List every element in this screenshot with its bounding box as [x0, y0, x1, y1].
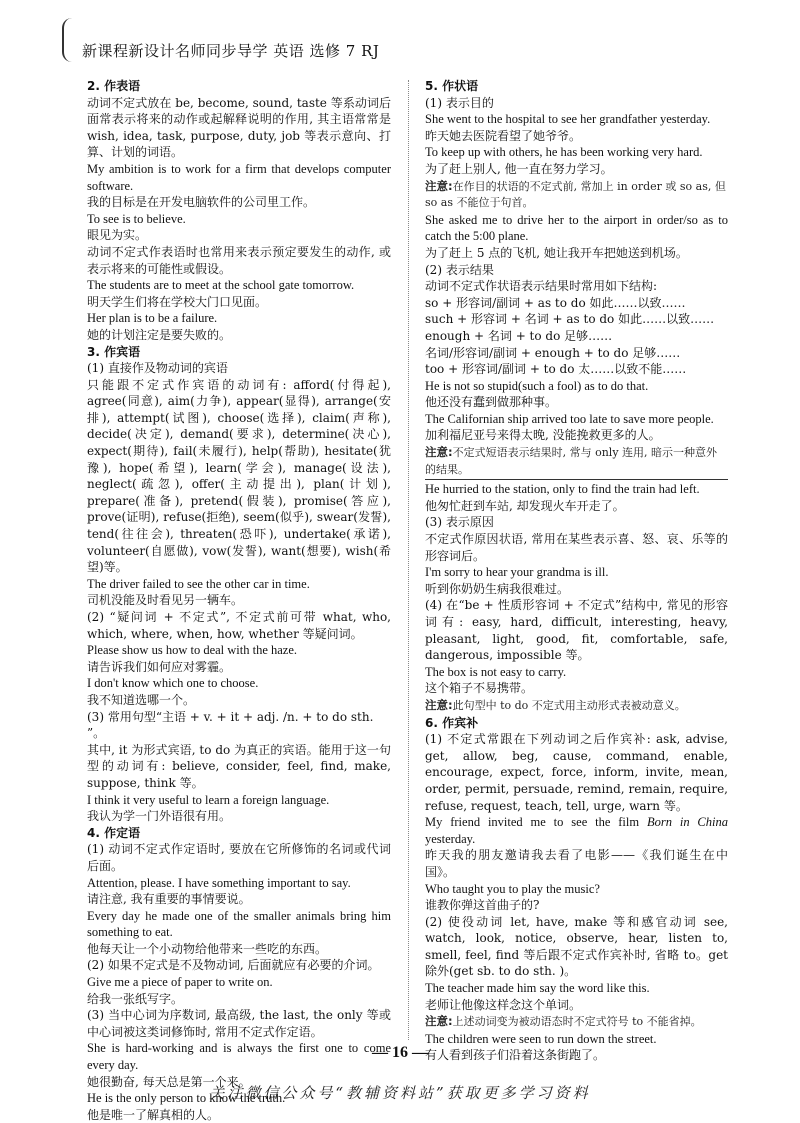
- note-text: 此句型中 to do 不定式用主动形式表被动意义。: [452, 698, 686, 712]
- example-en: Who taught you to play the music?: [425, 881, 600, 896]
- example-en: He hurried to the station, only to find the train had left.: [425, 482, 700, 497]
- section-heading-object: 3. 作宾语: [87, 344, 141, 359]
- note: [425, 697, 728, 715]
- example-en: I don't know which one to choose.: [87, 676, 259, 691]
- example-en: The students are to meet at the school gate tomorrow.: [87, 278, 355, 293]
- note-label: 注意:: [425, 445, 453, 460]
- example-en: She asked me to drive her to the airport in order/so as to catch the 5:00 plane.: [425, 212, 728, 244]
- example-en-part: yesterday.: [425, 831, 476, 846]
- column-divider: [408, 80, 409, 1040]
- example-zh: 加利福尼亚号来得太晚, 没能挽救更多的人。: [425, 428, 661, 443]
- subheading: (4) 在“be + 性质形容词 + 不定式”结构中, 常见的形容词有: easy, hard, difficult, interesting, heavy, pleasant, light, good, fit, comfortable, safe, dangerous, impossible 等。: [425, 598, 728, 663]
- subheading: (1) 直接作及物动词的宾语: [87, 361, 228, 376]
- example-en: The children were seen to run down the street.: [425, 1031, 657, 1046]
- page-number: — 16 —: [372, 1044, 428, 1061]
- left-column: [87, 78, 391, 1123]
- right-column: [425, 78, 728, 1064]
- example-en: Give me a piece of paper to write on.: [87, 975, 273, 990]
- example-en: I'm sorry to hear your grandma is ill.: [425, 565, 609, 580]
- subheading: (1) 不定式常跟在下列动词之后作宾补: ask, advise, get, allow, beg, cause, command, enable, encourage, expect, force, inform, invite, mean, order, permit, persuade, remind, remain, require, refuse, request, teach, tell, urge, warn 等。: [425, 732, 728, 813]
- subheading: (1) 表示目的: [425, 95, 494, 110]
- example-zh: 为了赶上别人, 他一直在努力学习。: [425, 161, 613, 176]
- section-heading-adverbial: 5. 作状语: [425, 79, 479, 93]
- example-zh: 司机没能及时看见另一辆车。: [87, 593, 244, 608]
- example-zh: 有人看到孩子们沿着这条街跑了。: [425, 1048, 606, 1063]
- example-zh: 他每天让一个小动物给他带来一些吃的东西。: [87, 941, 328, 956]
- example-en: She went to the hospital to see her grandfather yesterday.: [425, 112, 711, 127]
- example-zh: 这个箱子不易携带。: [425, 681, 534, 696]
- header-brace: [62, 18, 76, 62]
- example-zh: 他还没有蠢到做那种事。: [425, 395, 558, 410]
- header-title: 新课程新设计名师同步导学 英语 选修 7 RJ: [82, 42, 380, 60]
- subheading: (3) 表示原因: [425, 515, 494, 530]
- example-en: The Californian ship arrived too late to save more people.: [425, 411, 714, 426]
- example-zh: 听到你奶奶生病我很难过。: [425, 581, 570, 596]
- example-en: To see is to believe.: [87, 211, 186, 226]
- paragraph: 只能跟不定式作宾语的动词有: afford(付得起), agree(同意), aim(力争), appear(显得), arrange(安排), attempt(试图), choose(选择), claim(声称), decide(决定), demand(要求), determine(决心), expect(期待), fail(未履行), help(帮助), hesitate(犹豫), hope(希望), learn(学会), manage(设法), neglect(疏忽), offer(主动提出), plan(计划), prepare(准备), pretend(假装), promise(答应), prove(证明), refuse(拒绝), seem(似乎), swear(发誓), tend(往往会), threaten(恐吓), undertake(承诺), volunteer(自愿做), vow(发誓), want(想要), wish(希望)等。: [87, 377, 391, 575]
- example-zh: 请注意, 我有重要的事情要说。: [87, 892, 251, 907]
- example-en: To keep up with others, he has been working very hard.: [425, 145, 703, 160]
- subheading: (2) “疑问词 + 不定式”, 不定式前可带 what, who, which, where, when, how, whether 等疑问词。: [87, 610, 391, 641]
- example-zh: 他是唯一了解真相的人。: [87, 1107, 220, 1122]
- paragraph: 动词不定式作表语时也常用来表示预定要发生的动作, 或表示将来的可能性或假设。: [87, 244, 391, 276]
- structure-line: such + 形容词 + 名词 + as to do 如此……以致……: [425, 312, 715, 327]
- structure-line: enough + 名词 + to do 足够……: [425, 328, 613, 343]
- note-label: 注意:: [425, 1014, 453, 1029]
- example-en: Please show us how to deal with the haze.: [87, 643, 298, 658]
- subheading: (3) 常用句型“主语 + v. + it + adj. /n. + to do sth. ”。: [87, 709, 374, 741]
- note-label: 注意:: [425, 178, 453, 193]
- example-zh: 我的目标是在开发电脑软件的公司里工作。: [87, 195, 316, 210]
- example-en: Attention, please. I have something important to say.: [87, 875, 351, 890]
- structure-line: so + 形容词/副词 + as to do 如此……以致……: [425, 295, 686, 310]
- note: [425, 444, 728, 478]
- example-en: She is hard-working and is always the first one to come every day.: [87, 1041, 391, 1073]
- subheading: (3) 当中心词为序数词, 最高级, the last, the only 等或中心词被这类词修饰时, 常用不定式作定语。: [87, 1008, 391, 1039]
- subheading: (2) 表示结果: [425, 262, 494, 277]
- example-zh: 谁教你弹这首曲子的?: [425, 898, 540, 913]
- paragraph: 其中, it 为形式宾语, to do 为真正的宾语。能用于这一句型的动词有: believe, consider, feel, find, make, suppose, think 等。: [87, 742, 391, 790]
- example-en: The driver failed to see the other car in time.: [87, 576, 310, 591]
- example-en-part: My friend invited me to see the film: [425, 815, 647, 830]
- subheading: (2) 如果不定式是不及物动词, 后面就应有必要的介词。: [87, 958, 380, 973]
- note-text: 在作目的状语的不定式前, 常加上 in order 或 so as, 但 so as 不能位于句首。: [425, 179, 726, 210]
- example-zh: 老师让他像这样念这个单词。: [425, 997, 582, 1012]
- example-zh: 昨天她去医院看望了她爷爷。: [425, 128, 582, 143]
- example-en: The teacher made him say the word like this.: [425, 981, 650, 996]
- page-header: [62, 18, 752, 64]
- example-zh: 为了赶上 5 点的飞机, 她让我开车把她送到机场。: [425, 245, 688, 260]
- example-zh: 我认为学一门外语很有用。: [87, 809, 232, 824]
- paragraph: 动词不定式作状语表示结果时常用如下结构:: [425, 279, 658, 294]
- example-en: My ambition is to work for a firm that develops computer software.: [87, 161, 391, 193]
- example-zh: 明天学生们将在学校大门口见面。: [87, 294, 268, 309]
- paragraph: 动词不定式放在 be, become, sound, taste 等系动词后面常表示将来的动作或起解释说明的作用, 其主语常常是 wish, idea, task, purpose, duty, job 等表示意向、打算、计划的词语。: [87, 95, 391, 160]
- example-zh: 他匆忙赶到车站, 却发现火车开走了。: [425, 498, 625, 513]
- example-zh: 给我一张纸写字。: [87, 991, 184, 1006]
- example-zh: 昨天我的朋友邀请我去看了电影——《我们诞生在中国》。: [425, 848, 728, 879]
- example-en: Her plan is to be a failure.: [87, 311, 218, 326]
- structure-line: too + 形容词/副词 + to do 太……以致不能……: [425, 362, 687, 377]
- example-en: I think it very useful to learn a foreign language.: [87, 792, 330, 807]
- example-en: Every day he made one of the smaller animals bring him something to eat.: [87, 908, 391, 940]
- separator-line: [425, 479, 728, 480]
- example-zh: 眼见为实。: [87, 228, 148, 243]
- section-heading-predicative: 2. 作表语: [87, 79, 141, 93]
- example-en: The box is not easy to carry.: [425, 664, 567, 679]
- film-title: Born in China: [646, 815, 728, 830]
- note-label: 注意:: [425, 697, 453, 712]
- footer-watermark: 关注微信公众号“教辅资料站”获取更多学习资料: [209, 1084, 591, 1102]
- subheading: (1) 动词不定式作定语时, 要放在它所修饰的名词或代词后面。: [87, 842, 391, 873]
- subheading: (2) 使役动词 let, have, make 等和感官动词 see, watch, look, notice, observe, hear, listen to, smell, feel, find 等后跟不定式作宾补时, 省略 to。get 除外(get sb. to do sth. )。: [425, 914, 728, 979]
- note-text: 不定式短语表示结果时, 常与 only 连用, 暗示一种意外的结果。: [425, 446, 718, 476]
- example-en: [425, 814, 728, 847]
- paragraph: 不定式作原因状语, 常用在某些表示喜、怒、哀、乐等的形容词后。: [425, 532, 728, 563]
- section-heading-attribute: 4. 作定语: [87, 825, 141, 840]
- structure-line: 名词/形容词/副词 + enough + to do 足够……: [425, 345, 681, 360]
- section-heading-object-complement: 6. 作宾补: [425, 715, 479, 730]
- note-text: 上述动词变为被动语态时不定式符号 to 不能省掉。: [452, 1015, 702, 1029]
- example-zh: 我不知道选哪一个。: [87, 692, 196, 707]
- example-en: He is not so stupid(such a fool) as to do that.: [425, 378, 649, 393]
- note: [425, 178, 728, 212]
- example-en: He is the only person to know the truth.: [87, 1091, 286, 1106]
- example-zh: 请告诉我们如何应对雾霾。: [87, 659, 232, 674]
- note: [425, 1013, 728, 1031]
- example-zh: 她很勤奋, 每天总是第一个来。: [87, 1074, 251, 1089]
- example-zh: 她的计划注定是要失败的。: [87, 327, 232, 342]
